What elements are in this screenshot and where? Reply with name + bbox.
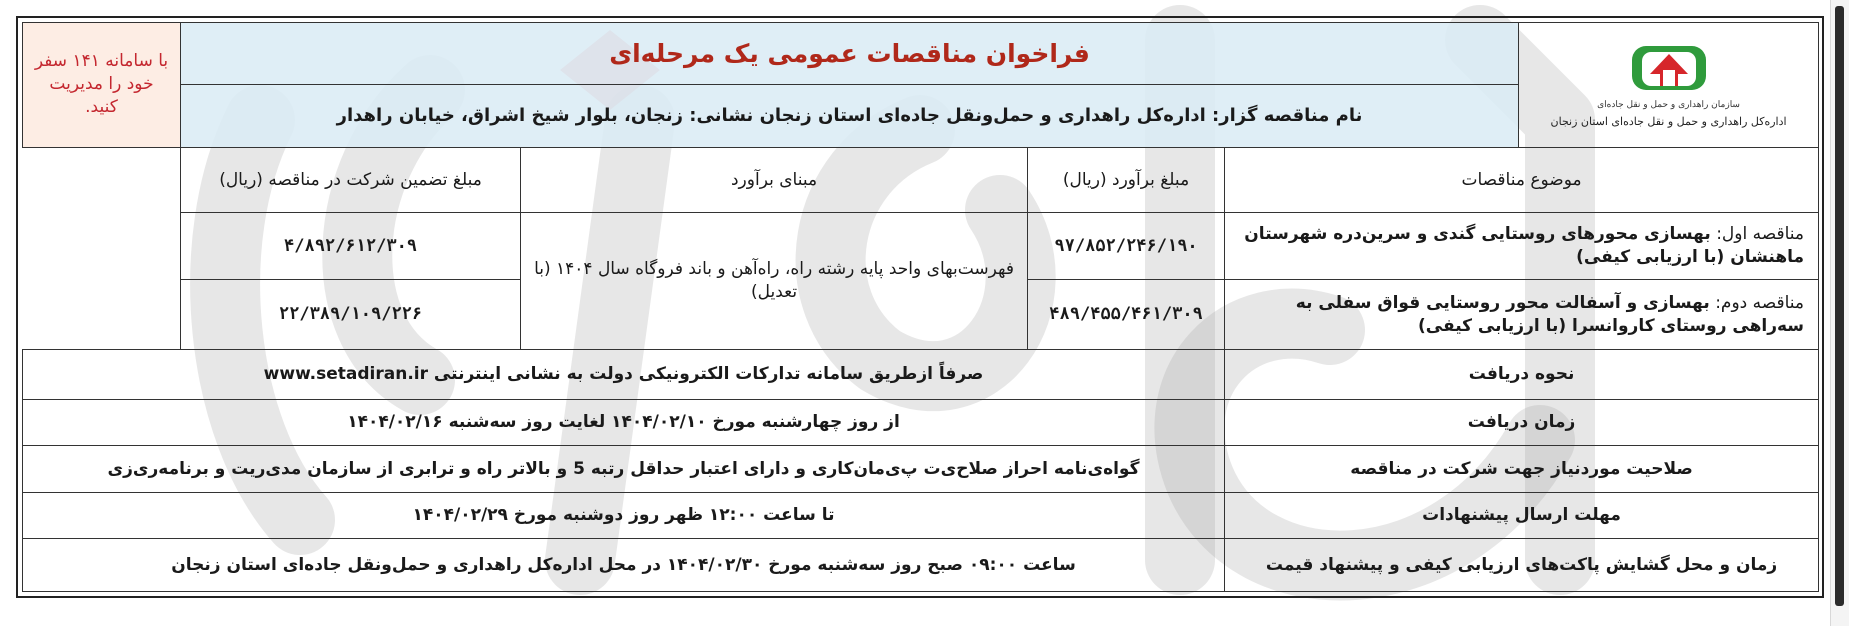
detail-label-receive-method: نحوه دریافت [1225,350,1819,400]
tender-2-title: بهسازی و آسفالت محور روستایی قواق سفلی به سه‌راهی روستای کاروانسرا (با ارزیابی کیفی) [1295,292,1805,336]
detail-row [23,493,1819,539]
estimate-basis: فهرست‌بهای واحد پایه رشته راه، راه‌آهن و باند فروگاه سال ۱۴۰۴ (با تعدیل) [521,213,1028,350]
tender-2-amount: ۴۸۹/۴۵۵/۴۶۱/۳۰۹ [1028,280,1225,350]
col-header-estimate-basis: مبنای برآورد [521,147,1028,213]
detail-value-receive-time: از روز چهارشنبه مورخ ۱۴۰۴/۰۲/۱۰ لغایت روز سه‌شنبه ۱۴۰۴/۰۲/۱۶ [23,400,1225,446]
logo-cell [1519,23,1819,148]
page-title: فراخوان مناقصات عمومی یک مرحله‌ای [181,23,1519,85]
detail-value-qualification: گواه‌ی‌نامه احراز صلاح‌ی‌ت پ‌ی‌مان‌کاری و دارای اعتبار حداقل رتبه 5 و بالاتر راه و ترابری از سازمان مدی‌ریت و برنامه‌ری‌زی [23,446,1225,493]
tender-1-subject [1225,213,1819,280]
rmto-logo-icon [1628,40,1710,96]
col-header-estimate-amount: مبلغ برآورد (ریال) [1028,147,1225,213]
detail-value-opening: ساعت ۰۹:۰۰ صبح روز سه‌شنبه مورخ ۱۴۰۴/۰۲/۳۰ در محل اداره‌کل راهداری و حمل‌ونقل جاده‌ای استان زنجان [23,539,1225,592]
notice-141: با سامانه ۱۴۱ سفر خود را مدیریت کنید. [23,23,181,148]
detail-label-deadline: مهلت ارسال پیشنهادات [1225,493,1819,539]
vertical-scrollbar[interactable] [1830,0,1849,626]
col-header-subject: موضوع مناقصات [1225,147,1819,213]
tender-notice-frame [16,16,1824,598]
tender-1-prefix: مناقصه اول: [1716,224,1805,245]
tender-1-guarantee: ۴/۸۹۲/۶۱۲/۳۰۹ [181,213,521,280]
detail-label-qualification: صلاحیت موردنیاز جهت شرکت در مناقصه [1225,446,1819,493]
tender-table [22,22,1819,592]
detail-value-receive-method: صرفاً ازطریق سامانه تدارکات الکترونیکی دولت به نشانی اینترنتی www.setadiran.ir [23,350,1225,400]
detail-row [23,400,1819,446]
tender-1-amount: ۹۷/۸۵۲/۲۴۶/۱۹۰ [1028,213,1225,280]
organizer-info: نام مناقصه گزار: اداره‌کل راهداری و حمل‌ونقل جاده‌ای استان زنجان نشانی: زنجان، بلوار شیخ اشراق، خیابان راهدار [181,85,1519,147]
detail-row [23,446,1819,493]
tender-2-subject [1225,280,1819,350]
detail-label-opening: زمان و محل گشایش پاکت‌های ارزیابی کیفی و پیشنهاد قیمت [1225,539,1819,592]
tender-2-prefix: مناقصه دوم: [1715,292,1805,313]
tender-1-title: بهسازی محورهای روستایی گندی و سرین‌دره شهرستان ماهنشان (با ارزیابی کیفی) [1244,224,1805,268]
col-header-guarantee: مبلغ تضمین شرکت در مناقصه (ریال) [181,147,521,213]
detail-label-receive-time: زمان دریافت [1225,400,1819,446]
detail-value-deadline: تا ساعت ۱۲:۰۰ ظهر روز دوشنبه مورخ ۱۴۰۴/۰۲/۲۹ [23,493,1225,539]
table-row [23,213,1819,280]
logo-caption-small: سازمان راهداری و حمل و نقل جاده‌ای [1597,100,1740,111]
tender-2-guarantee: ۲۲/۳۸۹/۱۰۹/۲۲۶ [181,280,521,350]
detail-row [23,539,1819,592]
logo-caption: اداره‌کل راهداری و حمل و نقل جاده‌ای استان زنجان [1550,114,1787,128]
scrollbar-thumb[interactable] [1835,6,1844,606]
detail-row [23,350,1819,400]
